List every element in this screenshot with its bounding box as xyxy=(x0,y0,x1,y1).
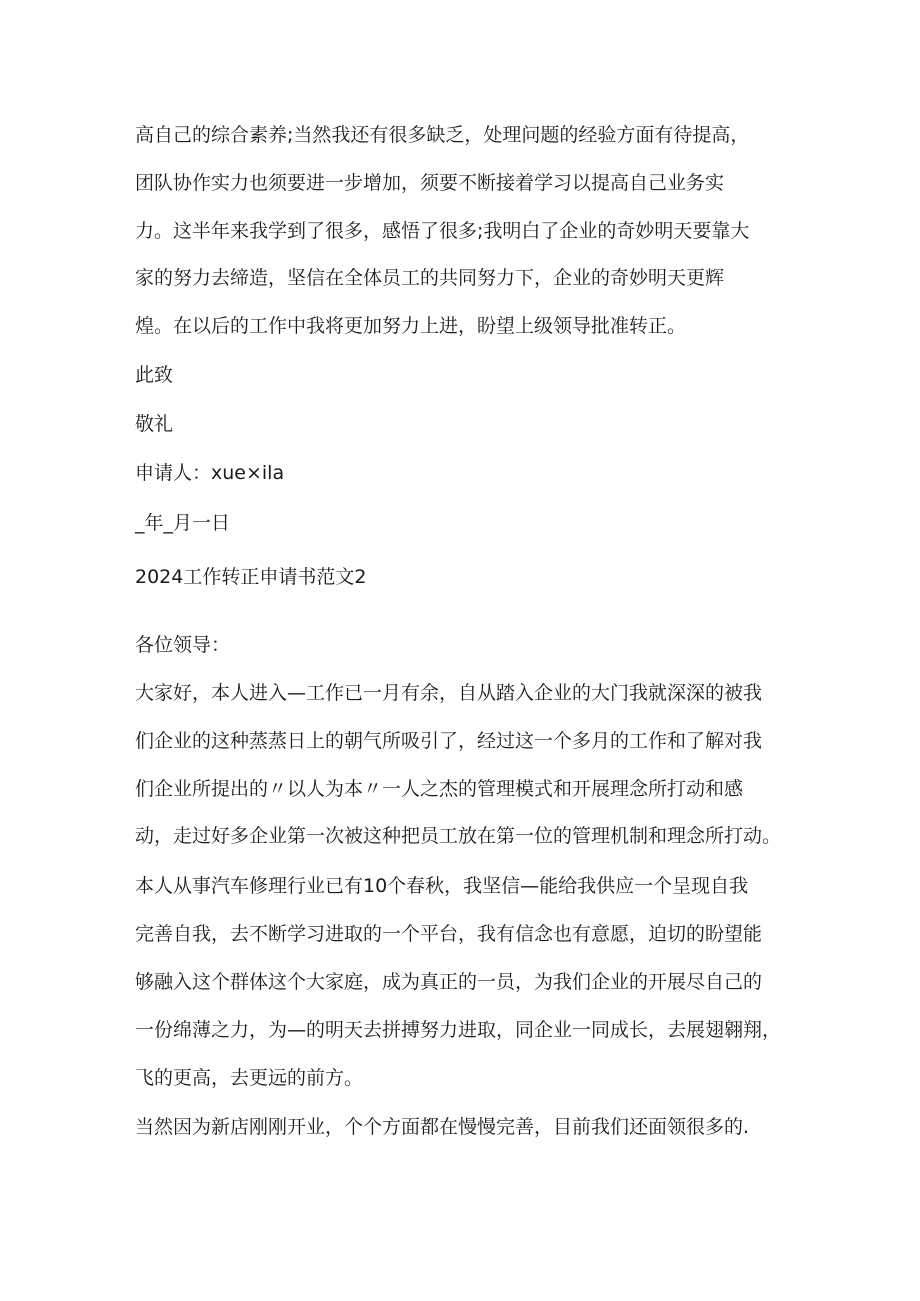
para1-line-4: 家的努力去缔造，坚信在全体员工的共同努力下，企业的奇妙明天更辉 xyxy=(135,267,725,289)
para3-line-5: 飞的更高，去更远的前方。 xyxy=(135,1067,364,1089)
greeting: 各位领导： xyxy=(135,634,231,656)
para3-line-3: 够融入这个群体这个大家庭，成为真正的一员，为我们企业的开展尽自己的 xyxy=(135,971,763,993)
para1-line-3: 力。这半年来我学到了很多，感悟了很多;我明白了企业的奇妙明天要靠大 xyxy=(135,220,750,242)
para1-line-2: 团队协作实力也须要进一步增加，须要不断接着学习以提高自己业务实 xyxy=(135,172,725,194)
para1-line-1: 高自己的综合素养;当然我还有很多缺乏，处理问题的经验方面有待提高， xyxy=(135,124,750,146)
section-title: 2024工作转正申请书范文2 xyxy=(135,566,367,588)
para3-line-4: 一份绵薄之力，为—的明天去拼搏努力进取，同企业一同成长，去展翅翱翔， xyxy=(135,1019,782,1041)
para2-line-2: 们企业的这种蒸蒸日上的朝气所吸引了，经过这一个多月的工作和了解对我 xyxy=(135,730,763,752)
closing-text: 此致 xyxy=(135,364,174,386)
date-line: _年_月一日 xyxy=(135,512,231,534)
para3-line-1: 本人从事汽车修理行业已有10个春秋，我坚信—能给我供应一个呈现自我 xyxy=(135,875,749,897)
para3-line-2: 完善自我，去不断学习进取的一个平台，我有信念也有意愿，迫切的盼望能 xyxy=(135,923,763,945)
para1-line-5: 煌。在以后的工作中我将更加努力上进，盼望上级领导批准转正。 xyxy=(135,315,687,337)
applicant-line: 申请人：xue×ila xyxy=(135,462,285,484)
para4-line-1: 当然因为新店刚刚开业，个个方面都在慢慢完善，目前我们还面领很多的. xyxy=(135,1116,750,1138)
para2-line-4: 动，走过好多企业第一次被这种把员工放在第一位的管理机制和理念所打动。 xyxy=(135,825,782,847)
para2-line-1: 大家好，本人进入—工作已一月有余，自从踏入企业的大门我就深深的被我 xyxy=(135,682,763,704)
salute-text: 敬礼 xyxy=(135,413,174,435)
para2-line-3: 们企业所提出的〃以人为本〃一人之杰的管理模式和开展理念所打动和感 xyxy=(135,778,744,800)
